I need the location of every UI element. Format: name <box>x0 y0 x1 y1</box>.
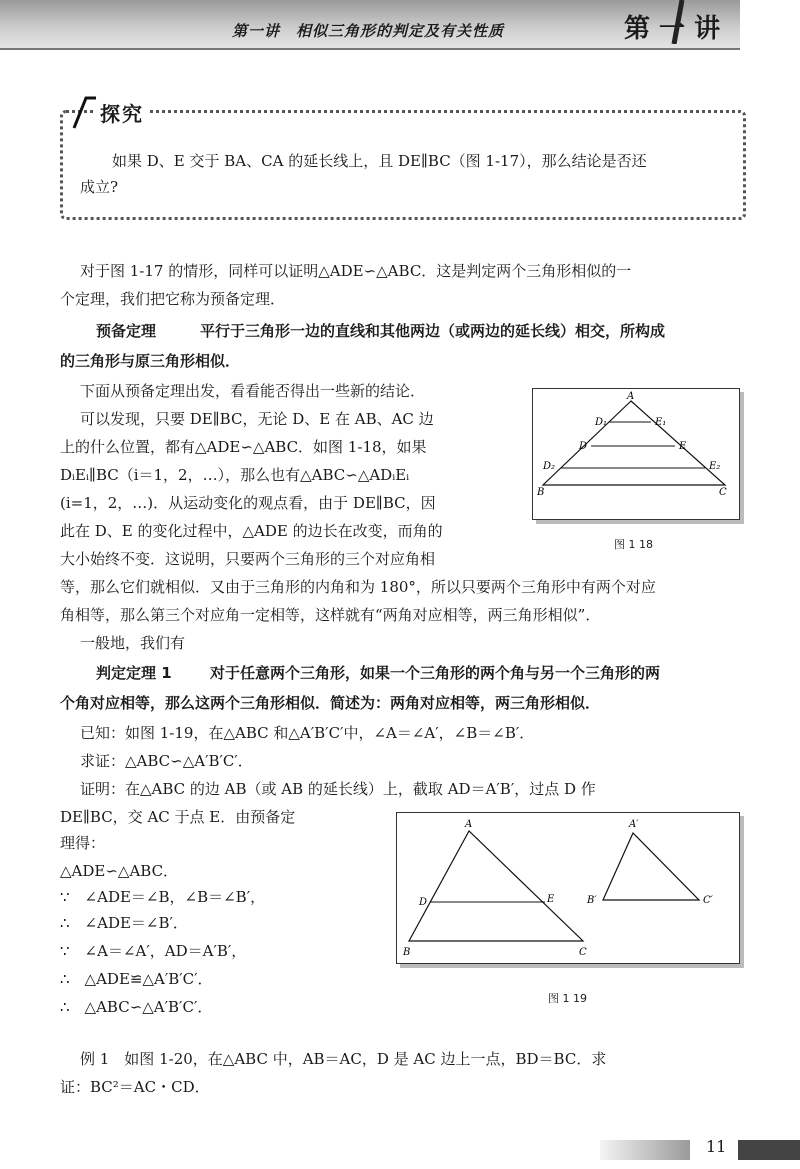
paragraph-3-line4: (i=1，2，…)．从运动变化的观点看，由于 DE∥BC，因 <box>60 494 436 512</box>
triangle-abc <box>543 401 725 485</box>
label-b: B <box>537 487 545 498</box>
label-d1: D₁ <box>595 417 608 428</box>
theorem-1-text: 对于任意两个三角形，如果一个三角形的两个角与另一个三角形的两 <box>210 664 661 682</box>
figure-1-18 <box>532 388 740 520</box>
paragraph-1-line1: 对于图 1-17 的情形，同样可以证明△ADE∽△ABC．这是判定两个三角形相似的一 <box>80 262 632 280</box>
prep-theorem-text-2: 的三角形与原三角形相似． <box>60 352 241 370</box>
label-d2: D₂ <box>543 461 556 472</box>
explore-text-line2: 成立? <box>80 178 119 196</box>
proof-line2: DE∥BC，交 AC 于点 E．由预备定 <box>60 808 296 826</box>
header-title: 第一讲 相似三角形的判定及有关性质 <box>232 22 505 40</box>
theorem-1-text-2: 个角对应相等，那么这两个三角形相似．简述为：两角对应相等，两三角形相似． <box>60 694 601 712</box>
paragraph-3-line6: 大小始终不变．这说明，只要两个三角形的三个对应角相 <box>60 550 436 568</box>
footer-bar-right <box>738 1140 800 1160</box>
proof-step-1: △ADE∽△ABC． <box>60 862 179 880</box>
label-b: B <box>403 947 411 958</box>
header-decoration <box>668 0 688 44</box>
paragraph-2: 下面从预备定理出发，看看能否得出一些新的结论． <box>80 382 426 400</box>
paragraph-4: 一般地，我们有 <box>80 634 186 652</box>
label-c: C <box>579 947 587 958</box>
figure-1-19 <box>396 812 740 964</box>
label-d: D <box>419 897 428 908</box>
label-e: E <box>547 894 555 905</box>
figure-1-18-caption: 图 1 18 <box>614 538 653 551</box>
triangle-a2b2c2 <box>603 833 699 900</box>
paragraph-1-line2: 个定理，我们把它称为预备定理． <box>60 290 286 308</box>
label-a-prime: A′ <box>629 819 639 830</box>
label-d: D <box>579 441 588 452</box>
paragraph-3-line3: DᵢEᵢ∥BC（i＝1，2，…），那么也有△ABC∽△ADᵢEᵢ <box>60 466 410 484</box>
explore-label: 探究 <box>96 98 148 127</box>
figure-1-19-caption: 图 1 19 <box>548 992 587 1005</box>
example-1-line2: 证：BC²＝AC・CD． <box>60 1078 210 1096</box>
triangle-abc <box>409 831 583 941</box>
given-statement: 已知：如图 1-19，在△ABC 和△A′B′C′中，∠A＝∠A′，∠B＝∠B′． <box>80 724 535 742</box>
paragraph-3-line8: 角相等，那么第三个对应角一定相等，这样就有“两角对应相等，两三角形相似”． <box>60 606 601 624</box>
paragraph-3-line5: 此在 D、E 的变化过程中，△ADE 的边长在改变，而角的 <box>60 522 443 540</box>
proof-step-3: ∴ ∠ADE＝∠B′． <box>60 914 188 932</box>
label-b-prime: B′ <box>587 895 597 906</box>
footer-bar-left <box>600 1140 690 1160</box>
prep-theorem-text: 平行于三角形一边的直线和其他两边（或两边的延长线）相交，所构成 <box>200 322 666 340</box>
label-a: A <box>627 391 635 402</box>
explore-text-line1: 如果 D、E 交于 BA、CA 的延长线上，且 DE∥BC（图 1-17），那么结论是否还 <box>112 152 647 170</box>
label-e: E <box>679 441 687 452</box>
label-c: C <box>719 487 727 498</box>
prove-statement: 求证：△ABC∽△A′B′C′． <box>80 752 253 770</box>
label-c-prime: C′ <box>703 895 713 906</box>
proof-step-6: ∴ △ABC∽△A′B′C′． <box>60 998 213 1016</box>
paragraph-3-line1: 可以发现，只要 DE∥BC，无论 D、E 在 AB、AC 边 <box>80 410 434 428</box>
proof-step-2: ∵ ∠ADE＝∠B，∠B＝∠B′， <box>60 888 266 906</box>
proof-step-4: ∵ ∠A＝∠A′，AD＝A′B′， <box>60 942 247 960</box>
proof-line3: 理得： <box>60 834 106 852</box>
proof-line1: 证明：在△ABC 的边 AB（或 AB 的延长线）上，截取 AD＝A′B′，过点 D 作 <box>80 780 596 798</box>
header-lecture-label: 第 一 讲 <box>624 14 721 44</box>
figure-1-19-diagram <box>397 813 739 963</box>
page-header <box>0 0 800 50</box>
page-number: 11 <box>706 1137 727 1156</box>
label-e2: E₂ <box>709 461 721 472</box>
label-e1: E₁ <box>655 417 667 428</box>
proof-step-5: ∴ △ADE≌△A′B′C′． <box>60 970 213 988</box>
prep-theorem-label: 预备定理 <box>96 322 157 340</box>
paragraph-3-line7: 等，那么它们就相似．又由于三角形的内角和为 180°，所以只要两个三角形中有两个对应 <box>60 578 656 596</box>
theorem-1-label: 判定定理 1 <box>96 664 172 682</box>
label-a: A <box>465 819 473 830</box>
paragraph-3-line2: 上的什么位置，都有△ADE∽△ABC．如图 1-18，如果 <box>60 438 427 456</box>
example-1-line1: 例 1 如图 1-20，在△ABC 中，AB＝AC，D 是 AC 边上一点，BD＝BC．求 <box>80 1050 607 1068</box>
figure-1-18-diagram <box>533 389 739 519</box>
